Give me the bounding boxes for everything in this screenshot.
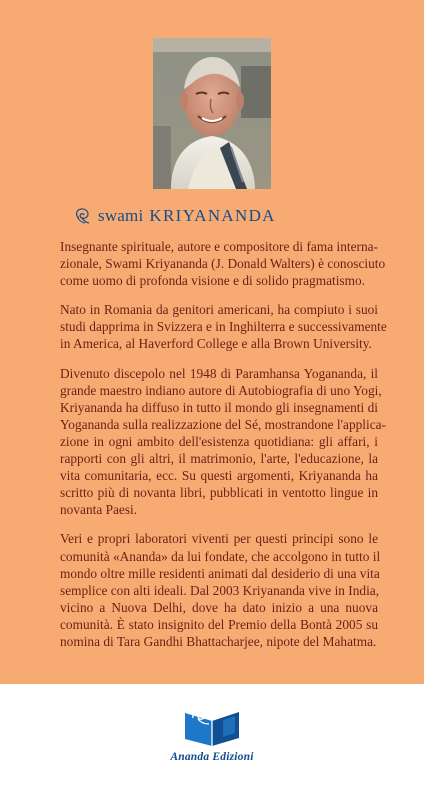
text-line: come uomo di profonda visione e di solido pragmatismo. bbox=[60, 273, 366, 289]
text-line: mondo oltre mille residenti animati dal desiderio di una vita bbox=[60, 565, 380, 581]
ananda-book-logo-icon bbox=[181, 704, 243, 750]
text-line: semplice con alti ideali. Dal 2003 Kriyananda vive in India, bbox=[60, 582, 380, 598]
author-name: KRIYANANDA bbox=[149, 206, 276, 225]
biography-text bbox=[60, 238, 387, 662]
text-line: in America, al Haverford College e alla Brown University. bbox=[60, 336, 372, 352]
text-line: studi dapprima in Svizzera e in Inghilterra e successivamente bbox=[60, 319, 387, 335]
text-line: Veri e propri laboratori viventi per questi principi sono le bbox=[60, 531, 378, 547]
text-line: Divenuto discepolo nel 1948 di Paramhansa Yogananda, il bbox=[60, 365, 378, 381]
text-line: Nato in Romania da genitori americani, ha compiuto i suoi bbox=[60, 302, 378, 318]
author-heading bbox=[74, 203, 344, 229]
spiral-logo-icon bbox=[74, 207, 92, 225]
text-line: nomina di Tara Gandhi Bhattacharjee, nipote del Mahatma. bbox=[60, 633, 377, 649]
biography-paragraph bbox=[60, 301, 387, 352]
text-line: Yogananda sulla realizzazione del Sé, mostrandone l'applica- bbox=[60, 416, 387, 432]
text-line: zionale, Swami Kriyananda (J. Donald Walters) è conosciuto bbox=[60, 256, 386, 272]
author-prefix: swami bbox=[98, 206, 144, 225]
text-line: vita comunitaria, ecc. Su questi argomenti, Kriyananda ha bbox=[60, 468, 378, 484]
portrait-image bbox=[153, 38, 271, 189]
text-line: Insegnante spirituale, autore e compositore di fama interna- bbox=[60, 239, 378, 254]
text-line: comunità «Ananda» da lui fondate, che accolgono in tutto il bbox=[60, 548, 381, 564]
author-portrait bbox=[153, 38, 271, 189]
text-line: novanta Paesi. bbox=[60, 502, 138, 518]
text-line: grande maestro indiano autore di Autobiografia di uno Yogi, bbox=[60, 382, 382, 398]
biography-paragraph bbox=[60, 530, 381, 650]
publisher-name: Ananda Edizioni bbox=[170, 751, 254, 763]
biography-paragraph bbox=[60, 238, 386, 289]
text-line: rapporti con gli altri, il matrimonio, l'arte, l'educazione, la bbox=[60, 451, 378, 467]
text-line: comunità. È stato insignito del Premio della Bontà 2005 su bbox=[60, 616, 378, 632]
text-line: scritto più di novanta libri, pubblicati in ventotto lingue in bbox=[60, 485, 378, 501]
text-line: Kriyananda ha diffuso in tutto il mondo gli insegnamenti di bbox=[60, 399, 378, 415]
biography-paragraph bbox=[60, 365, 387, 519]
text-line: zione in ogni ambito dell'esistenza quotidiana: gli affari, i bbox=[60, 433, 378, 449]
text-line: vicino a Nuova Delhi, dove ha dato inizio a una nuova bbox=[60, 599, 378, 615]
